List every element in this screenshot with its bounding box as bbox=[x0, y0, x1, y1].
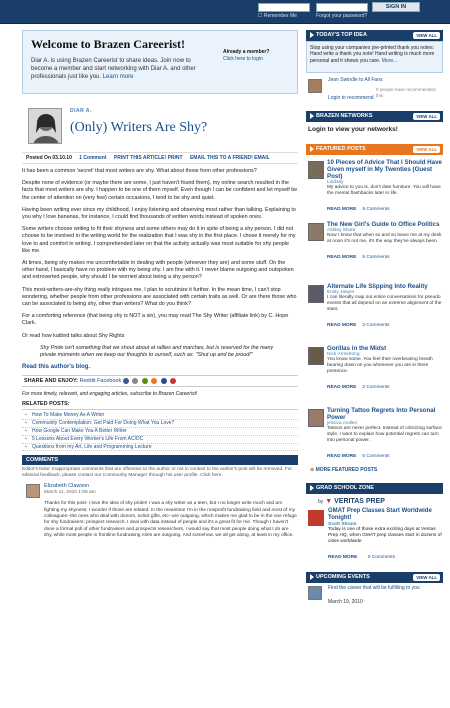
comments-link[interactable]: 0 Comments bbox=[367, 554, 395, 560]
email-icon[interactable] bbox=[170, 378, 176, 384]
top-idea-box bbox=[306, 41, 443, 73]
read-more-link[interactable]: READ MORE bbox=[328, 554, 358, 560]
recommended-count: 0 people have recommended this bbox=[376, 87, 436, 99]
comments-link[interactable]: 2 Comments bbox=[362, 385, 390, 390]
paragraph: This most-writers-are-shy thing really intrigues me, I plan to scrutinize it further. In the mean time, I can't stop wondering, whether people from other professions are associated with certain traits as well. Or are there those who can be associated to being shy, other than writers? What do you think? bbox=[22, 286, 297, 308]
grad-header: GRAD SCHOOL ZONE bbox=[306, 483, 443, 494]
plus-icon: ⊕ bbox=[310, 467, 315, 473]
read-more-link[interactable]: READ MORE bbox=[327, 385, 357, 390]
post-thumbnail[interactable] bbox=[308, 223, 324, 241]
featured-excerpt: I can literally map out entire conversations for pseudo events that all depend on an extreme alignment of the stars. bbox=[327, 295, 442, 312]
featured-author[interactable]: Ashley Shute bbox=[327, 228, 356, 233]
member-login bbox=[223, 49, 269, 63]
main-column bbox=[22, 30, 298, 603]
top-idea-user bbox=[306, 77, 443, 105]
grad-headline[interactable]: GMAT Prep Classes Start Worldwide Tonight! bbox=[328, 508, 432, 521]
username-input[interactable] bbox=[258, 3, 310, 12]
featured-post bbox=[306, 345, 443, 403]
featured-title[interactable]: 10 Pieces of Advice That I Should Have Given myself in My Twenties (Guest Post) bbox=[327, 159, 442, 180]
read-more-link[interactable]: READ MORE bbox=[327, 207, 357, 212]
arrow-icon bbox=[310, 32, 314, 38]
paragraph: Having been writing ever since my childhood, I enjoy listening and observing most rather than talking. Explaining to you why I love bananas, for instance, I could find thousands of written words instead of spoken ones. bbox=[22, 206, 296, 221]
featured-posts bbox=[306, 159, 443, 473]
paragraph: At times, being shy makes me uncomfortable in dealing with people (whoever they are) and some stuff. On the other hand, I basically have no problem with my being shy. I am fine with it. I never blame outgoing and outspoken and extroverted people, why should I be worried about being a shy person? bbox=[22, 260, 294, 281]
veritas-v-icon: ▼ bbox=[325, 498, 333, 505]
more-featured-link[interactable]: ⊕ MORE FEATURED POSTS bbox=[310, 467, 378, 473]
comments-header: COMMENTS bbox=[22, 455, 298, 465]
arrow-icon bbox=[310, 574, 314, 580]
featured-excerpt: You know some. You feel their overbearing breath bearing down on you whenever you are in there presence. bbox=[327, 357, 433, 374]
post-title: (Only) Writers Are Shy? bbox=[70, 120, 208, 135]
reddit-link[interactable]: Reddit bbox=[79, 378, 96, 385]
sidebar bbox=[306, 30, 443, 613]
featured-author[interactable]: Nick Armstrong bbox=[327, 352, 360, 357]
read-more-link[interactable]: READ MORE bbox=[327, 454, 357, 459]
featured-author[interactable]: Lindsey bbox=[327, 180, 344, 185]
featured-excerpt: Tattoos are never perfect. Instead of criticizing surface style, I want to explain how potential regrets can turn into personal power. bbox=[327, 426, 442, 443]
login-to-recommend-link[interactable]: Login to recommend bbox=[328, 95, 374, 101]
grad-post bbox=[328, 508, 442, 563]
paragraph: For a comforting reference (that being shy is NOT a sin), you may read The Shy Writer (affiliate link) by C. Hope Clark. bbox=[22, 313, 289, 327]
login-link[interactable]: Click here to login bbox=[223, 56, 263, 62]
top-login-bar bbox=[0, 0, 450, 24]
paragraph: It has been a common 'secret' that most writers are shy. What about those from other professions? bbox=[22, 168, 257, 174]
read-more-link[interactable]: READ MORE bbox=[327, 323, 357, 328]
grad-zone bbox=[306, 494, 443, 568]
related-item[interactable]: ▪ 5 Lessons About Every Worker's Life From AC/DC bbox=[22, 436, 298, 444]
top-idea-text: Stop using your companies pre-printed thank you notes: Hand write a thank you note! Hand writing is much more personal and it shows you care. bbox=[310, 45, 435, 64]
related-title: RELATED POSTS: bbox=[22, 401, 298, 410]
password-input[interactable] bbox=[316, 3, 368, 12]
print-link[interactable]: PRINT THIS ARTICLE! PRINT bbox=[113, 155, 183, 161]
event-item bbox=[306, 583, 443, 613]
view-all-button[interactable]: VIEW ALL bbox=[413, 113, 440, 120]
comment-date: March 11, 2010 1:05 am bbox=[44, 490, 96, 496]
comment-item bbox=[22, 483, 298, 603]
arrow-icon bbox=[310, 113, 314, 119]
featured-excerpt: Now I know that when so and so leave me at my desk at noon it's not me, it's the way they've always been. bbox=[327, 233, 442, 244]
comments-count-link[interactable]: 1 Comment bbox=[79, 155, 107, 161]
related-item[interactable]: ▪ How To Make Money As A Writer bbox=[22, 412, 298, 420]
related-item[interactable]: ▪ Questions from my Art, Life and Programming Lecture bbox=[22, 444, 298, 452]
already-member-label: Already a member? bbox=[223, 49, 270, 55]
post-thumbnail[interactable] bbox=[308, 285, 324, 303]
view-all-button[interactable]: VIEW ALL bbox=[413, 574, 440, 581]
featured-post bbox=[306, 407, 443, 465]
comments-section bbox=[22, 455, 298, 603]
digg-icon[interactable] bbox=[132, 378, 138, 384]
arrow-icon bbox=[310, 485, 314, 491]
editor-note: Editor's Note: Inappropriate comments that are offensive to the author or not in context to the author's post will be removed. For editorial feedback, please contact our Community Manager through his user profile. Click here. bbox=[22, 467, 292, 479]
rss-icon[interactable] bbox=[151, 378, 157, 384]
commenter-avatar[interactable] bbox=[26, 484, 40, 498]
posted-date: Posted On 03.10.10 bbox=[26, 155, 72, 161]
event-date: March 19, 2010 bbox=[328, 599, 363, 605]
top-idea-header: TODAY'S TOP IDEA VIEW ALL bbox=[306, 30, 443, 41]
comment-text: Thanks for this post- I love the idea of shy pride!! I was a shy writer as a teen, but I no longer write much and am fighting my shyness; I wonder if those are related. In the meantime I'm in the nonprofit fundraising field and most of my colleagues--the ones who deal with donors, solicit gifts, etc--are outgoing, which makes me glad to be in the one refuge for shy fundraisers: prospect research. I deal with data instead of people and it's a great fit for me. Though I haven't done a formal poll of other fundraisers and prospects researchers, I would say that most people doing what I do are shy, while most people in frontline fundraising roles are outgoing. And somehow, we all get along, at least in my office. bbox=[44, 501, 297, 538]
featured-title[interactable]: The New Girl's Guide to Office Politics bbox=[327, 221, 440, 228]
post-thumbnail[interactable] bbox=[308, 409, 324, 427]
twitter-icon[interactable] bbox=[161, 378, 167, 384]
commenter-name[interactable]: Elizabeth Clawson bbox=[44, 483, 90, 490]
related-item[interactable]: ▪ Community Contemplation: Get Paid For Doing What You Love? bbox=[22, 420, 298, 428]
stumble-icon[interactable] bbox=[142, 378, 148, 384]
related-item[interactable]: ▪ How Google Can Make You A Better Writer bbox=[22, 428, 298, 436]
view-all-button[interactable]: VIEW ALL bbox=[413, 146, 440, 153]
delicious-icon[interactable] bbox=[123, 378, 129, 384]
featured-title[interactable]: Turning Tattoo Regrets Into Personal Power bbox=[327, 407, 436, 421]
grad-thumbnail[interactable] bbox=[308, 510, 324, 526]
paragraph: Despite none of evidence (or maybe there are some, I just haven't found them), my online search resulted in the facts that most writers are shy. I happen to be one of them myself. Even though I can be confident and let myself be the center of attention on (very few) certain occasions, I tend to be shy and quiet. bbox=[22, 180, 298, 201]
welcome-title: Welcome to Brazen Careerist! bbox=[31, 37, 186, 51]
events-header: UPCOMING EVENTS VIEW ALL bbox=[306, 572, 443, 583]
user-link[interactable]: Jean Swindle to All Fans bbox=[328, 77, 383, 83]
welcome-box bbox=[22, 30, 298, 94]
featured-header: FEATURED POSTS VIEW ALL bbox=[306, 144, 443, 155]
more-link[interactable]: More... bbox=[381, 57, 398, 64]
post-thumbnail[interactable] bbox=[308, 347, 324, 365]
post-body bbox=[22, 168, 298, 371]
block-quote: Shy Pride isn't something that we shout about at rallies and marches, but is reserved for the many private moments when we keep our thoughts to ourself, such as: "Shut up and be proud!" bbox=[40, 344, 274, 359]
related-posts bbox=[22, 401, 298, 451]
learn-more-link[interactable]: Learn more bbox=[102, 74, 134, 80]
grad-text: Today is one of those extra exciting days at Veritas Prep HQ, when GMAT prep classes start in dozens of cities worldwide bbox=[328, 526, 442, 544]
subscribe-note: For more timely, relevant, and engaging articles, subscribe to Brazen Careerist! bbox=[22, 391, 198, 398]
featured-post bbox=[306, 283, 443, 341]
share-label: SHARE AND ENJOY: bbox=[24, 378, 79, 385]
post-thumbnail[interactable] bbox=[308, 161, 324, 179]
paragraph: Or read how katbird talks about Shy Rights bbox=[22, 332, 125, 339]
networks-login[interactable]: Login to view your networks! bbox=[308, 126, 398, 133]
facebook-link[interactable]: Facebook bbox=[97, 378, 122, 385]
post-meta-bar bbox=[22, 152, 298, 164]
comments-link[interactable]: 5 Comments bbox=[362, 454, 390, 459]
paragraph: Some writers choose writing to fit their shyness and some others may do it in spite of being a shy person. I did not choose to be involved in the writing world for the realization that I was shy in the first place. I chose it merely for my love to and comfort in writing. I comprehended later on that the activity actually was most suitable for shy people like me. bbox=[22, 226, 296, 254]
veritas-logo[interactable]: by ▼ VERITAS PREP bbox=[318, 498, 385, 505]
read-blog-link[interactable]: Read this author's blog. bbox=[22, 364, 91, 371]
comments-link[interactable]: 5 Comments bbox=[362, 255, 390, 260]
arrow-icon bbox=[310, 146, 314, 152]
author-name[interactable]: DIAR A. bbox=[70, 108, 92, 114]
networks-header: BRAZEN NETWORKS VIEW ALL bbox=[306, 111, 443, 122]
featured-title[interactable]: Gorillas in the Midst bbox=[327, 345, 387, 352]
post-header bbox=[22, 102, 298, 152]
featured-excerpt: My advice to you is, don't date furniture. You will have the mental flashbacks later in life. bbox=[327, 185, 441, 196]
email-link[interactable]: EMAIL THIS TO A FRIEND! EMAIL bbox=[189, 155, 270, 161]
author-avatar[interactable] bbox=[28, 108, 62, 144]
view-all-button[interactable]: VIEW ALL bbox=[413, 32, 440, 39]
event-title[interactable]: Find the career that will be fulfilling to you bbox=[328, 585, 420, 591]
forgot-password-link[interactable]: Forgot your password? bbox=[316, 13, 368, 19]
comments-link[interactable]: 3 Comments bbox=[362, 323, 390, 328]
featured-post bbox=[306, 221, 443, 279]
sign-in-button[interactable]: SIGN IN bbox=[372, 2, 420, 12]
featured-post bbox=[306, 159, 443, 217]
comments-link[interactable]: 9 Comments bbox=[362, 207, 390, 212]
grad-author[interactable]: Scott Shrum bbox=[328, 521, 357, 527]
read-more-link[interactable]: READ MORE bbox=[327, 255, 357, 260]
event-thumbnail[interactable] bbox=[308, 586, 322, 600]
user-avatar[interactable] bbox=[308, 79, 322, 93]
welcome-text: Diar A. is using Brazen Careerist to share ideas. Join now to become a member and start networking with Diar A. and other professionals just like you. Learn more bbox=[31, 58, 196, 80]
share-bar bbox=[22, 375, 298, 387]
featured-title[interactable]: Alternate Life Slipping Into Reality bbox=[327, 283, 428, 290]
remember-me-checkbox[interactable]: ☐ Remember Me bbox=[258, 13, 297, 19]
featured-author[interactable]: Emily Jasper bbox=[327, 290, 355, 295]
featured-author[interactable]: jessica mullen bbox=[327, 421, 358, 426]
